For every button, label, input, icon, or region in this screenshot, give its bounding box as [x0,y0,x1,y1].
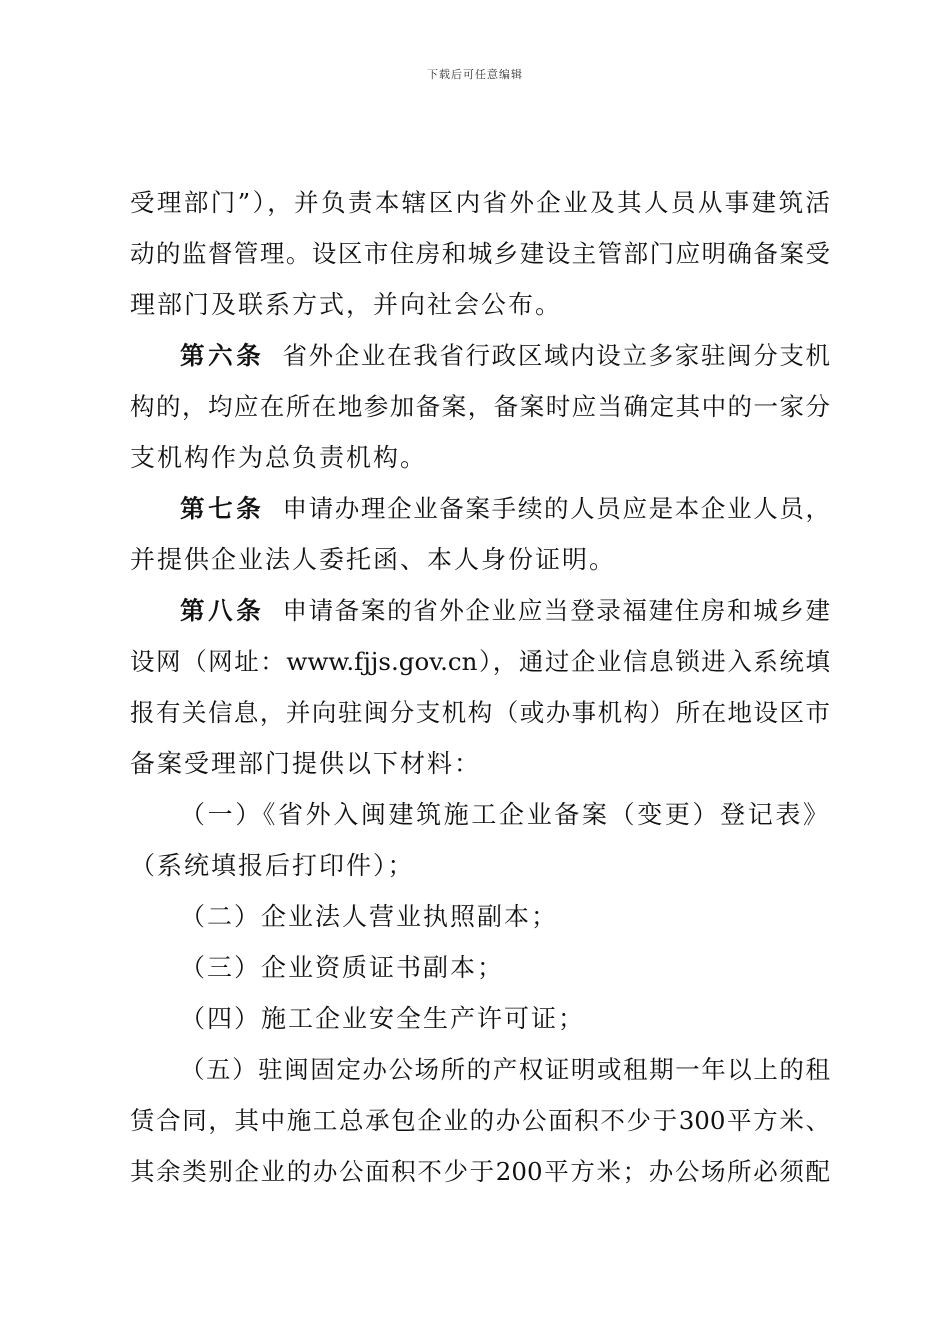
article-6-line [180,341,830,371]
list-item-3 [180,953,830,983]
line-text: （四）施工企业安全生产许可证； [180,1004,586,1033]
body-line [130,290,830,320]
body-line [130,545,830,575]
body-line [130,647,830,677]
body-line [130,239,830,269]
list-item-2 [180,902,830,932]
body-line [130,1106,830,1136]
line-text: （五）驻闽固定办公场所的产权证明或租期一年以上的租 [180,1055,830,1084]
body-line [130,1157,830,1187]
line-text: 设网（网址：www.fjjs.gov.cn），通过企业信息锁进入系统填 [130,647,830,676]
line-text: （系统填报后打印件）； [130,851,415,880]
line-text: 申请办理企业备案手续的人员应是本企业人员， [282,494,831,523]
body-line [130,749,830,779]
line-text: 其余类别企业的办公面积不少于200平方米；办公场所必须配 [130,1157,830,1186]
line-text: 赁合同，其中施工总承包企业的办公面积不少于300平方米、 [130,1106,830,1135]
article-7-line [180,494,830,524]
page-header: 下载后可任意编辑 [427,68,523,81]
line-text: 受理部门”），并负责本辖区内省外企业及其人员从事建筑活 [130,188,830,217]
line-text: 报有关信息，并向驻闽分支机构（或办事机构）所在地设区市 [130,698,830,727]
line-text: 支机构作为总负责机构。 [130,443,428,472]
line-text: 并提供企业法人委托函、本人身份证明。 [130,545,617,574]
list-item-1 [180,800,830,830]
line-text: （一）《省外入闽建筑施工企业备案（变更）登记表》 [180,800,830,829]
line-text: 申请备案的省外企业应当登录福建住房和城乡建 [282,596,831,625]
line-text: 理部门及联系方式，并向社会公布。 [130,290,563,319]
line-text: 备案受理部门提供以下材料： [130,749,482,778]
body-line [130,188,830,218]
body-line [130,443,830,473]
line-text: （二）企业法人营业执照副本； [180,902,559,931]
article-8-line [180,596,830,626]
article-heading: 第六条 [180,341,265,370]
list-item-5 [180,1055,830,1085]
line-text: （三）企业资质证书副本； [180,953,505,982]
line-text: 构的，均应在所在地参加备案，备案时应当确定其中的一家分 [130,392,830,421]
body-line [130,698,830,728]
article-heading: 第八条 [180,596,265,625]
article-heading: 第七条 [180,494,265,523]
body-line [130,392,830,422]
line-text: 省外企业在我省行政区域内设立多家驻闽分支机 [282,341,831,370]
list-item-4 [180,1004,830,1034]
body-line [130,851,830,881]
line-text: 动的监督管理。设区市住房和城乡建设主管部门应明确备案受 [130,239,830,268]
